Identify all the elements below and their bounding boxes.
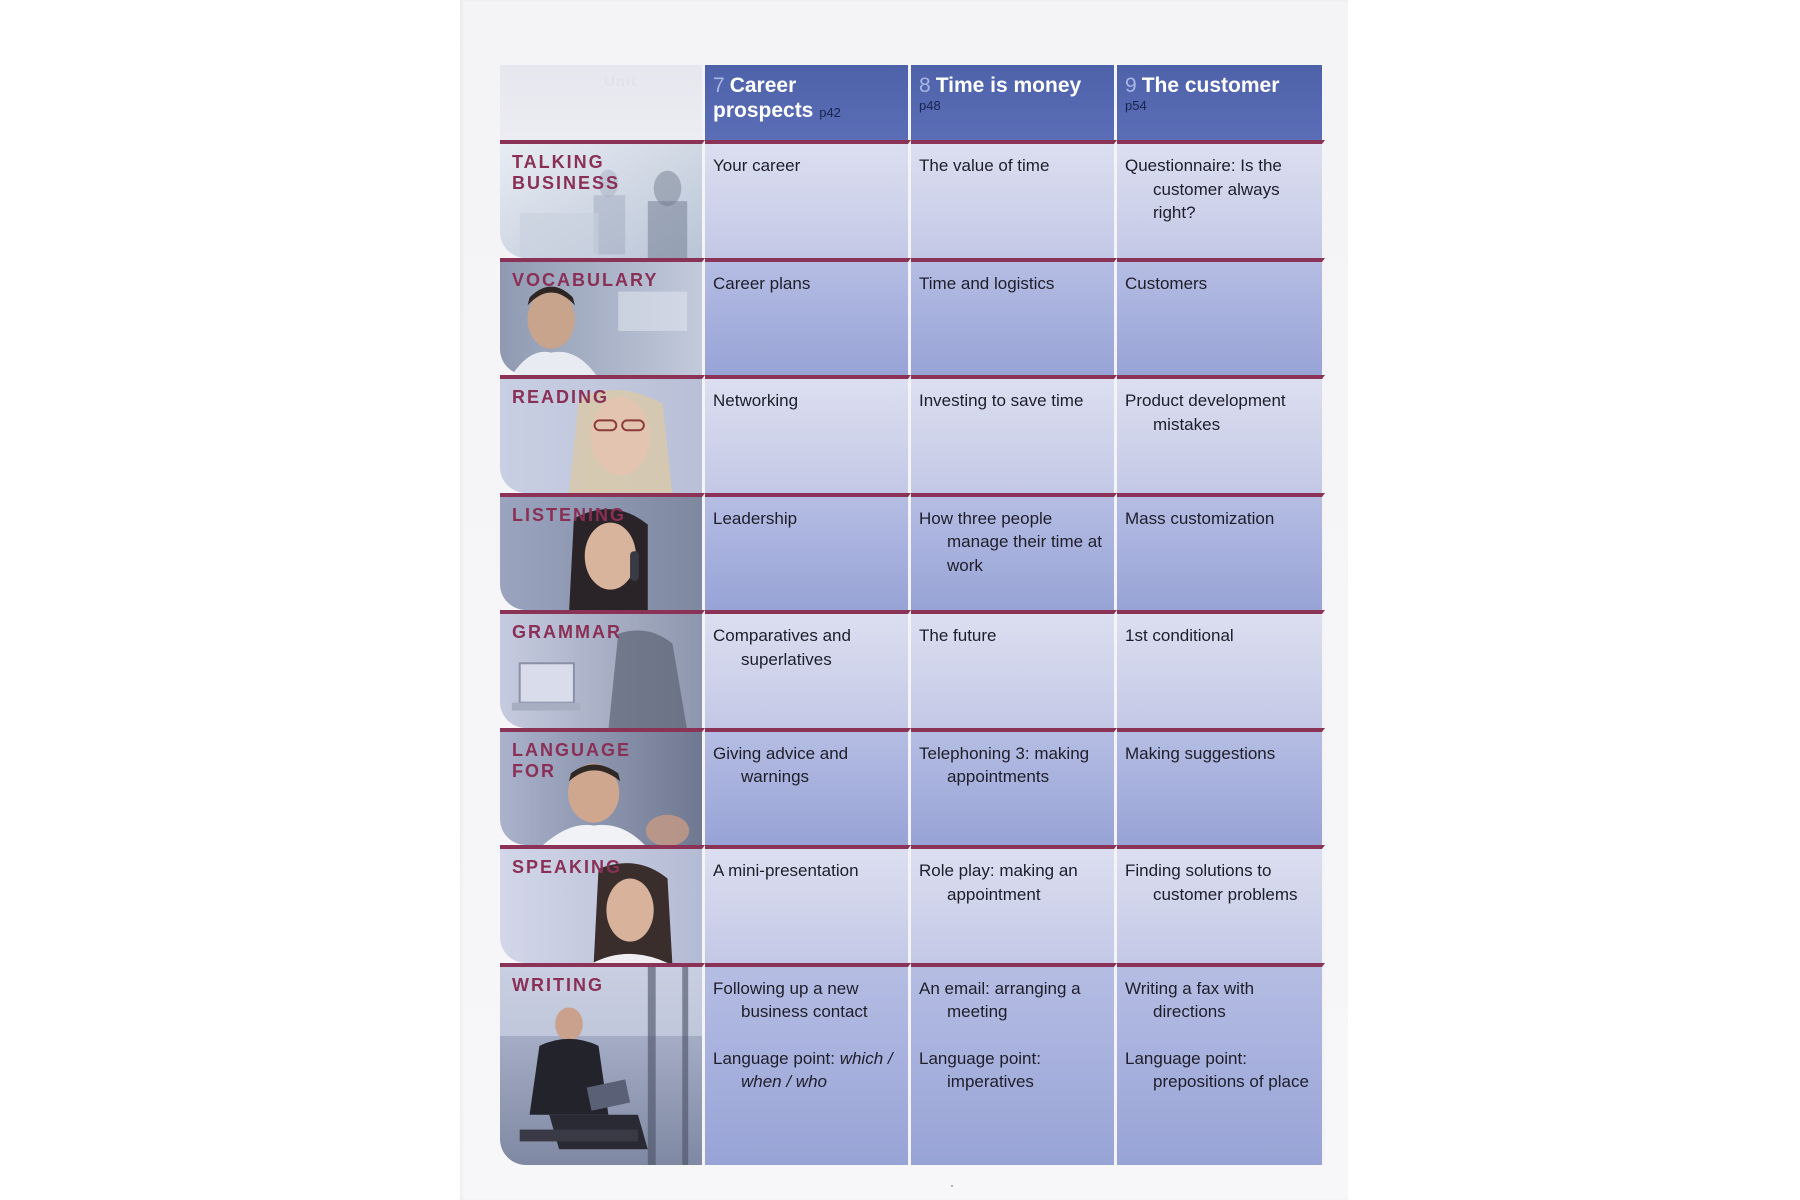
- row-label-reading: [500, 375, 705, 493]
- category-label: LISTENING: [512, 504, 627, 525]
- unit-title: Career prospects: [713, 74, 814, 122]
- contents-grid: [500, 65, 1325, 1165]
- content-cell: A mini-presentation: [705, 845, 911, 963]
- content-cell: Product development mistakes: [1117, 375, 1325, 493]
- businessman-laptop-photo: [500, 967, 702, 1165]
- category-label: READING: [512, 387, 610, 407]
- content-cell: Comparatives and superlatives: [705, 610, 911, 728]
- unit-title: Time is money: [935, 74, 1082, 97]
- header-corner: [500, 65, 705, 140]
- unit-page-ref: p54: [1125, 98, 1147, 113]
- content-cell: Networking: [705, 375, 911, 493]
- category-label: GRAMMAR: [512, 622, 622, 642]
- content-cell: Career plans: [705, 258, 911, 376]
- unit-page-ref: p48: [919, 98, 941, 113]
- row-label-grammar: [500, 610, 705, 728]
- content-cell: Following up a new business contact Language point: which / when / who: [705, 963, 911, 1165]
- content-cell: Telephoning 3: making appointments: [911, 728, 1117, 846]
- content-cell: 1st conditional: [1117, 610, 1325, 728]
- content-cell: Investing to save time: [911, 375, 1117, 493]
- unit-number: 8: [919, 74, 931, 97]
- row-label-talking-business: [500, 140, 705, 258]
- row-label-listening: [500, 493, 705, 611]
- content-cell: Customers: [1117, 258, 1325, 376]
- content-cell: Role play: making an appointment: [911, 845, 1117, 963]
- unit-number: 9: [1125, 74, 1137, 97]
- unit-header-8: [911, 65, 1117, 140]
- content-cell: Your career: [705, 140, 911, 258]
- category-label: LANGUAGE FOR: [512, 739, 631, 781]
- content-cell: Giving advice and warnings: [705, 728, 911, 846]
- row-label-language-for: [500, 728, 705, 846]
- content-cell: Time and logistics: [911, 258, 1117, 376]
- category-label: TALKING BUSINESS: [512, 152, 621, 193]
- content-cell: How three people manage their time at work: [911, 493, 1117, 611]
- content-cell: Making suggestions: [1117, 728, 1325, 846]
- unit-number: 7: [713, 74, 725, 97]
- unit-header-7: [705, 65, 911, 140]
- row-label-writing: [500, 963, 705, 1165]
- content-cell: The value of time: [911, 140, 1117, 258]
- row-label-vocabulary: [500, 258, 705, 376]
- category-label: SPEAKING: [512, 857, 623, 877]
- content-cell: Finding solutions to customer problems: [1117, 845, 1325, 963]
- corner-ghost-text: Unit: [604, 73, 638, 90]
- content-cell: Mass customization: [1117, 493, 1325, 611]
- row-label-speaking: [500, 845, 705, 963]
- content-cell: Questionnaire: Is the customer always right?: [1117, 140, 1325, 258]
- unit-header-9: [1117, 65, 1325, 140]
- content-cell: An email: arranging a meeting Language point: imperatives: [911, 963, 1117, 1165]
- content-cell: Leadership: [705, 493, 911, 611]
- unit-title: The customer: [1141, 74, 1280, 97]
- category-label: WRITING: [512, 974, 604, 995]
- content-cell: The future: [911, 610, 1117, 728]
- category-label: VOCABULARY: [512, 269, 659, 290]
- unit-page-ref: p42: [819, 105, 841, 120]
- page-speck: [951, 1185, 953, 1187]
- content-cell: Writing a fax with directions Language point: prepositions of place: [1117, 963, 1325, 1165]
- contents-page: [460, 0, 1348, 1200]
